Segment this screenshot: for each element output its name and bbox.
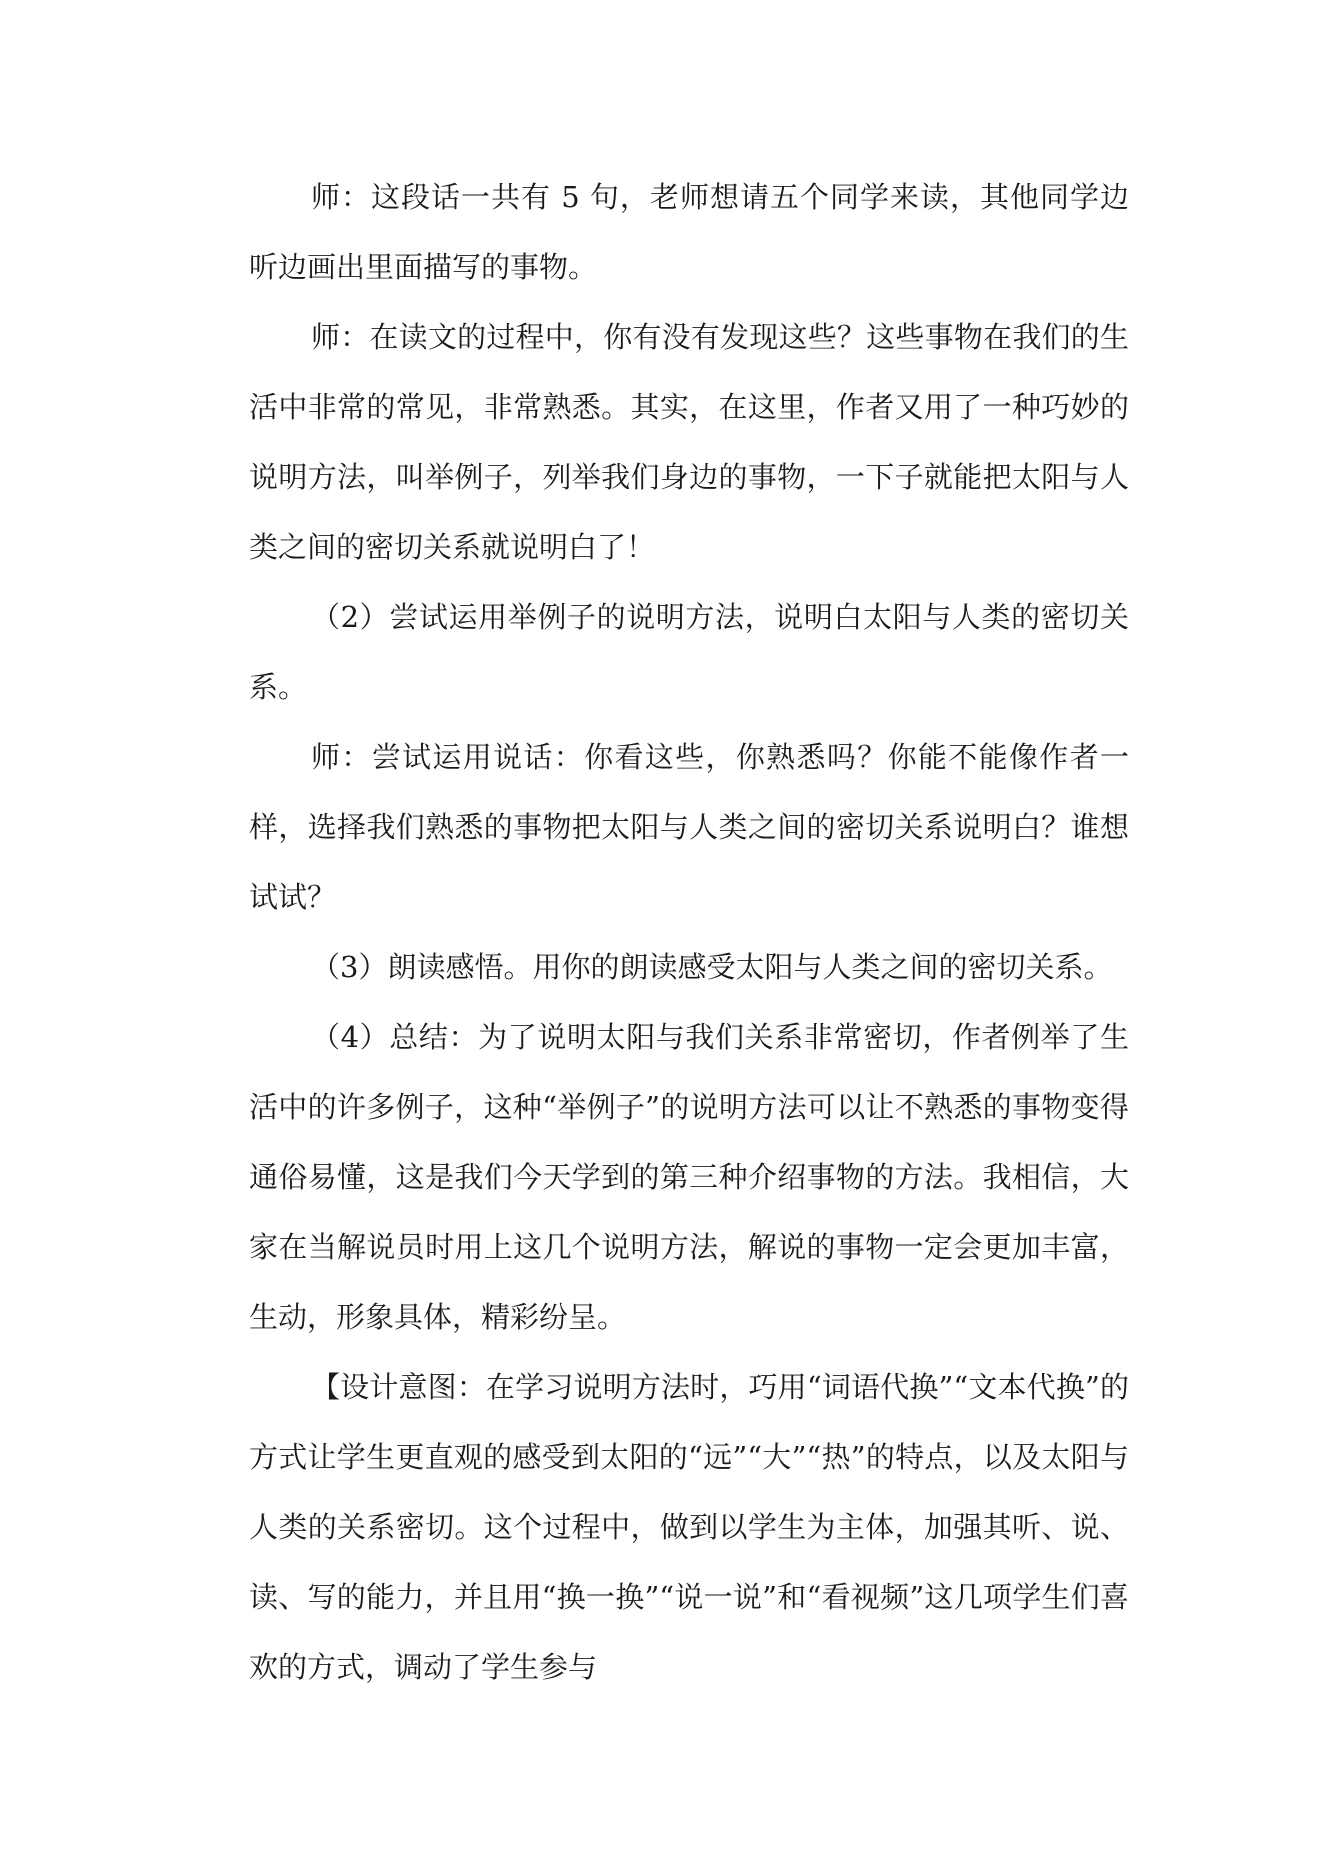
paragraph-step-2: （2）尝试运用举例子的说明方法，说明白太阳与人类的密切关系。 [249, 600, 1129, 704]
paragraph-step-4-summary: （4）总结：为了说明太阳与我们关系非常密切，作者例举了生活中的许多例子，这种“举例子”的说明方法可以让不熟悉的事物变得通俗易懂，这是我们今天学到的第三种介绍事物的方法。我相信，大家在当解说员时用上这几个说明方法，解说的事物一定会更加丰富，生动，形象具体，精彩纷呈。 [249, 1020, 1129, 1334]
paragraph-teacher-discovery: 师：在读文的过程中，你有没有发现这些？这些事物在我们的生活中非常的常见，非常熟悉。其实，在这里，作者又用了一种巧妙的说明方法，叫举例子，列举我们身边的事物，一下子就能把太阳与人类之间的密切关系就说明白了！ [249, 320, 1129, 564]
paragraph-teacher-reading: 师：这段话一共有 5 句，老师想请五个同学来读，其他同学边听边画出里面描写的事物。 [249, 180, 1129, 284]
document-body [249, 162, 1129, 1702]
paragraph-step-3: （3）朗读感悟。用你的朗读感受太阳与人类之间的密切关系。 [311, 950, 1113, 984]
paragraph-design-intent: 【设计意图：在学习说明方法时，巧用“词语代换”“文本代换”的方式让学生更直观的感受到太阳的“远”“大”“热”的特点，以及太阳与人类的关系密切。这个过程中，做到以学生为主体，加强其听、说、读、写的能力，并且用“换一换”“说一说”和“看视频”这几项学生们喜欢的方式，调动了学生参与 [249, 1370, 1129, 1684]
paragraph-teacher-practice: 师：尝试运用说话：你看这些，你熟悉吗？你能不能像作者一样，选择我们熟悉的事物把太阳与人类之间的密切关系说明白？谁想试试？ [249, 740, 1129, 914]
